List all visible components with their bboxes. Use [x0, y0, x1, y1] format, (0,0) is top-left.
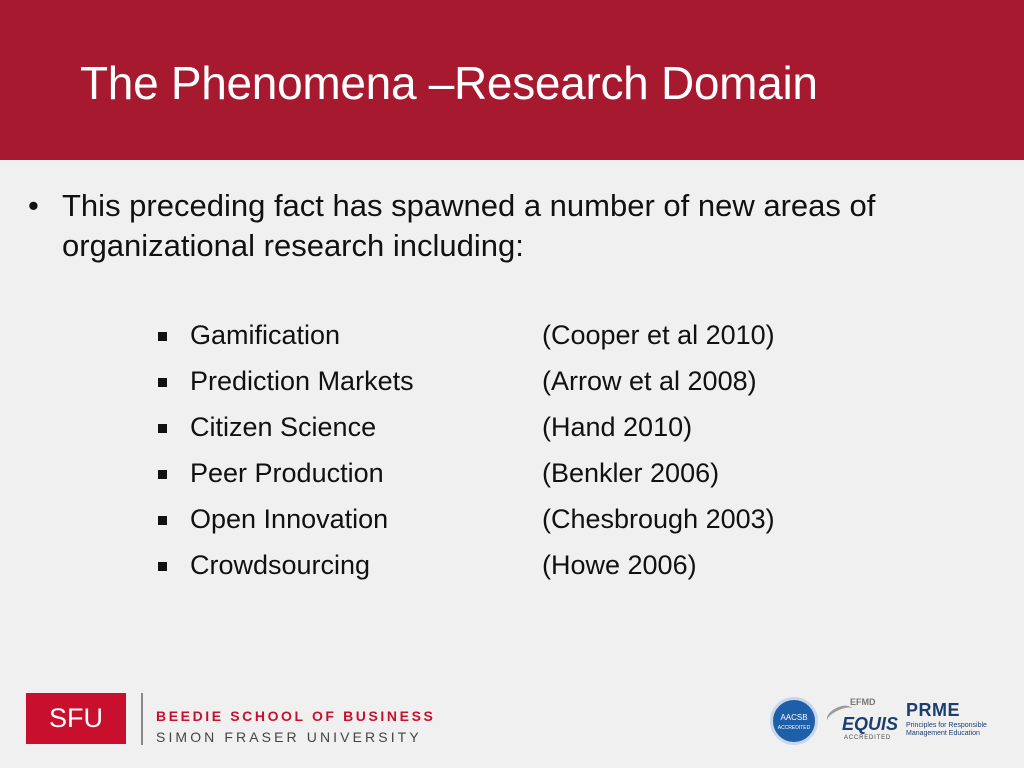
equis-logo	[826, 697, 899, 747]
square-bullet-icon	[158, 470, 167, 479]
efmd-text: EFMD	[850, 697, 876, 707]
bullet-dot: •	[28, 188, 39, 223]
aacsb-logo	[770, 697, 818, 745]
research-area-label: Prediction Markets	[190, 366, 414, 396]
research-area-label: Peer Production	[190, 458, 384, 488]
research-area-citation: (Hand 2010)	[542, 412, 693, 442]
square-bullet-icon	[158, 516, 167, 525]
square-bullet-icon	[158, 424, 167, 433]
footer-divider	[141, 693, 143, 745]
aacsb-sub: ACCREDITED	[777, 725, 811, 731]
prme-title: PRME	[906, 700, 961, 720]
title-bar	[0, 0, 1024, 160]
research-area-citation: (Howe 2006)	[542, 550, 697, 580]
square-bullet-icon	[158, 562, 167, 571]
slide-title: The Phenomena –Research Domain	[80, 57, 818, 109]
prme-logo	[906, 700, 1010, 738]
equis-accredited: ACCREDITED	[844, 735, 892, 741]
intro-bullet	[28, 186, 988, 266]
research-area-citation: (Cooper et al 2010)	[542, 320, 775, 350]
research-area-citation: (Benkler 2006)	[542, 458, 720, 488]
prme-subtitle: Principles for Responsible Management Education	[906, 722, 987, 737]
intro-text: This preceding fact has spawned a number of new areas of organizational research including:	[62, 188, 876, 263]
research-area-label: Citizen Science	[190, 412, 377, 442]
university-name: SIMON FRASER UNIVERSITY	[156, 729, 422, 745]
square-bullet-icon	[158, 378, 167, 387]
sfu-logo: SFU	[26, 693, 126, 744]
equis-text: EQUIS	[842, 714, 899, 734]
square-bullet-icon	[158, 332, 167, 341]
aacsb-text: AACSB	[780, 713, 808, 722]
research-area-citation: (Arrow et al 2008)	[542, 366, 757, 396]
research-area-label: Crowdsourcing	[190, 550, 371, 580]
research-area-label: Gamification	[190, 320, 341, 350]
school-name: BEEDIE SCHOOL OF BUSINESS	[156, 708, 436, 724]
research-area-label: Open Innovation	[190, 504, 389, 534]
research-area-citation: (Chesbrough 2003)	[542, 504, 775, 534]
